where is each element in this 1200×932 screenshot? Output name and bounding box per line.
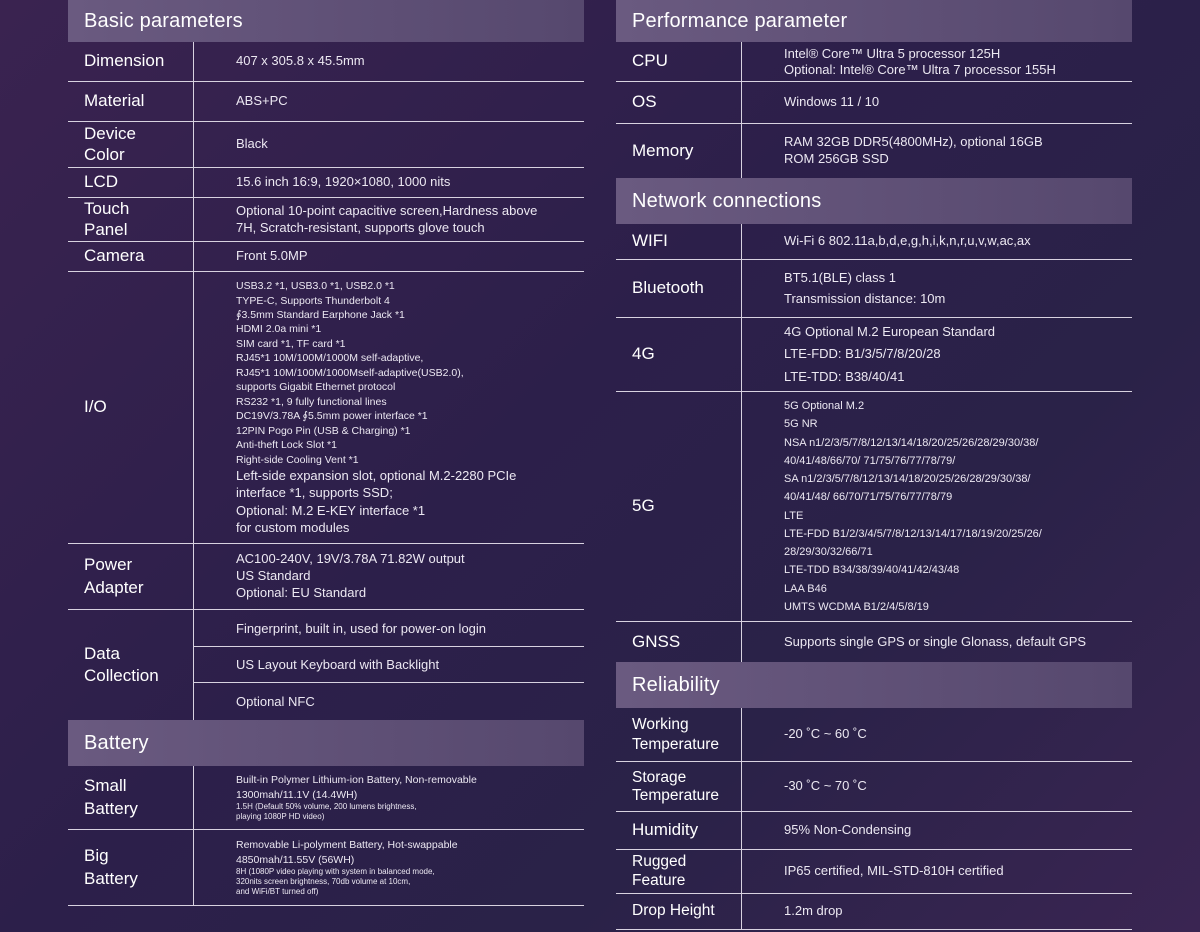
material-label: Material [68, 82, 194, 121]
touch-panel-value: Optional 10-point capacitive screen,Hardness above 7H, Scratch-resistant, supports glove touch [236, 202, 538, 235]
device-color-label: Device Color [68, 122, 194, 167]
working-temperature-row [616, 708, 1132, 762]
humidity-row [616, 812, 1132, 850]
os-value: Windows 11 / 10 [784, 94, 880, 110]
big-battery-value: Removable Li-polyment Battery, Hot-swappable 4850mah/11.55V (56WH) 8H (1080P video playing with system in balanced mode, 320nits screen brightness, 70db volume at 10cm, and WiFi/BT turned off) [236, 839, 458, 896]
memory-label: Memory [616, 124, 742, 178]
lcd-label: LCD [68, 168, 194, 197]
gnss-row [616, 622, 1132, 662]
humidity-value: 95% Non-Condensing [784, 822, 912, 838]
touch-panel-row [68, 198, 584, 242]
cpu-value: Intel® Core™ Ultra 5 processor 125H Optional: Intel® Core™ Ultra 7 processor 155H [784, 45, 1056, 77]
io-row [68, 272, 584, 544]
io-value: USB3.2 *1, USB3.0 *1, USB2.0 *1 TYPE-C, Supports Thunderbolt 4 ∮3.5mm Standard Earphone Jack *1 HDMI 2.0a mini *1 SIM card *1, TF card *1 RJ45*1 10M/100M/1000M self-adaptive, RJ45*1 10M/100M/1000Mself-adaptive(USB2.0), supports Gigabit Ethernet protocol RS232 *1, 9 fully functional lines DC19V/3.78A ∮5.5mm power interface *1 12PIN Pogo Pin (USB & Charging) *1 Anti-theft Lock Slot *1 Right-side Cooling Vent *1 Left-side expansion slot, optional M.2-2280 PCIe interface *1, supports SSD; Optional: M.2 E-KEY interface *1 for custom modules [236, 280, 517, 535]
power-adapter-label: Power Adapter [68, 544, 194, 609]
big-battery-label: Big Battery [68, 830, 194, 905]
device-color-value: Black [236, 136, 268, 152]
big-battery-row [68, 830, 584, 906]
storage-temperature-value: -30 ˚C ~ 70 ˚C [784, 778, 867, 794]
wifi-label: WIFI [616, 224, 742, 259]
camera-label: Camera [68, 242, 194, 271]
4g-row [616, 318, 1132, 392]
os-row [616, 82, 1132, 124]
working-temperature-value: -20 ˚C ~ 60 ˚C [784, 726, 867, 742]
battery-header: Battery [68, 720, 584, 766]
4g-label: 4G [616, 318, 742, 391]
bluetooth-value: BT5.1(BLE) class 1 Transmission distance: 10m [784, 269, 946, 306]
basic-parameters-header: Basic parameters [68, 0, 584, 42]
bluetooth-row [616, 260, 1132, 318]
io-label: I/O [68, 272, 194, 543]
material-value: ABS+PC [236, 93, 288, 109]
dimension-row [68, 42, 584, 82]
data-collection-label: Data Collection [68, 610, 194, 720]
wifi-value: Wi-Fi 6 802.11a,b,d,e,g,h,i,k,n,r,u,v,w,ac,ax [784, 233, 1031, 249]
power-adapter-row [68, 544, 584, 610]
memory-row [616, 124, 1132, 178]
data-collection-item: Optional NFC [236, 694, 315, 709]
lcd-value: 15.6 inch 16:9, 1920×1080, 1000 nits [236, 174, 451, 190]
drop-height-label: Drop Height [616, 894, 742, 929]
os-label: OS [616, 82, 742, 123]
5g-row [616, 392, 1132, 622]
power-adapter-value: AC100-240V, 19V/3.78A 71.82W output US Standard Optional: EU Standard [236, 551, 465, 600]
bluetooth-label: Bluetooth [616, 260, 742, 317]
storage-temperature-row [616, 762, 1132, 812]
memory-value: RAM 32GB DDR5(4800MHz), optional 16GB ROM 256GB SSD [784, 134, 1043, 166]
right-column [616, 0, 1132, 930]
gnss-label: GNSS [616, 622, 742, 662]
gnss-value: Supports single GPS or single Glonass, default GPS [784, 633, 1087, 649]
left-column [68, 0, 584, 906]
data-collection-values [194, 610, 584, 720]
4g-value: 4G Optional M.2 European Standard LTE-FDD: B1/3/5/7/8/20/28 LTE-TDD: B38/40/41 [784, 324, 996, 384]
data-collection-item: US Layout Keyboard with Backlight [194, 647, 584, 683]
data-collection-item: Fingerprint, built in, used for power-on login [194, 610, 584, 647]
wifi-row [616, 224, 1132, 260]
drop-height-row [616, 894, 1132, 930]
network-header: Network connections [616, 178, 1132, 224]
storage-temperature-label: Storage Temperature [616, 762, 742, 811]
drop-height-value: 1.2m drop [784, 903, 843, 919]
camera-row [68, 242, 584, 272]
small-battery-value: Built-in Polymer Lithium-ion Battery, Non-removable 1300mah/11.1V (14.4WH) 1.5H (Default 50% volume, 200 lumens brightness, playing 1080P HD video) [236, 774, 477, 821]
device-color-row [68, 122, 584, 168]
5g-label: 5G [616, 392, 742, 621]
camera-value: Front 5.0MP [236, 248, 308, 264]
data-collection-row [68, 610, 584, 720]
rugged-feature-value: IP65 certified, MIL-STD-810H certified [784, 863, 1004, 879]
cpu-row [616, 42, 1132, 82]
performance-header: Performance parameter [616, 0, 1132, 42]
cpu-label: CPU [616, 42, 742, 81]
touch-panel-label: Touch Panel [68, 198, 194, 241]
small-battery-row [68, 766, 584, 830]
reliability-header: Reliability [616, 662, 1132, 708]
dimension-label: Dimension [68, 42, 194, 81]
humidity-label: Humidity [616, 812, 742, 849]
rugged-feature-label: Rugged Feature [616, 850, 742, 893]
rugged-feature-row [616, 850, 1132, 894]
lcd-row [68, 168, 584, 198]
working-temperature-label: Working Temperature [616, 708, 742, 761]
dimension-value: 407 x 305.8 x 45.5mm [236, 53, 365, 69]
material-row [68, 82, 584, 122]
5g-value: 5G Optional M.2 5G NR NSA n1/2/3/5/7/8/12/13/14/18/20/25/26/28/29/30/38/ 40/41/48/66/70/ 71/75/76/77/78/79/ SA n1/2/3/5/7/8/12/13/14/18/20/25/26/28/29/30/38/ 40/41/48/ 66/70/71/75/76/77/78/79 LTE LTE-FDD B1/2/3/4/5/7/8/12/13/14/17/18/19/20/25/26/ 28/29/30/32/66/71 LTE-TDD B34/38/39/40/41/42/43/48 LAA B46 UMTS WCDMA B1/2/4/5/8/19 [784, 400, 1042, 613]
small-battery-label: Small Battery [68, 766, 194, 829]
